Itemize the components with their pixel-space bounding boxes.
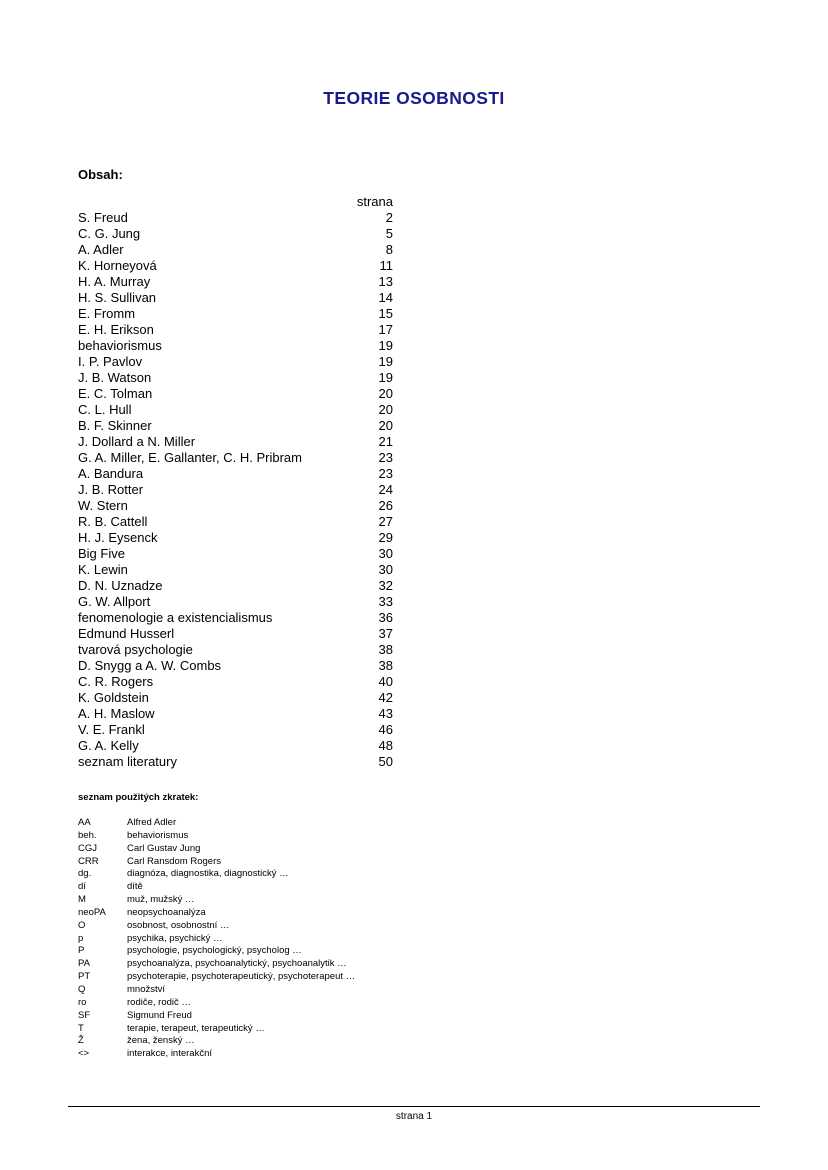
abbreviation-key: CRR [78, 855, 99, 867]
abbreviation-key: PT [78, 971, 91, 983]
abbreviation-entry [78, 958, 498, 971]
toc-entry[interactable] [78, 290, 393, 306]
toc-entry[interactable] [78, 610, 393, 626]
toc-entry[interactable] [78, 258, 393, 274]
toc-entry-label: D. N. Uznadze [78, 578, 163, 593]
toc-entry[interactable] [78, 706, 393, 722]
toc-entry[interactable] [78, 514, 393, 530]
toc-entry-page-number: 30 [378, 546, 393, 561]
abbreviation-definition: psychologie, psychologický, psycholog … [127, 945, 302, 957]
toc-entry-page-number: 38 [378, 642, 393, 657]
toc-entry-label: K. Lewin [78, 562, 128, 577]
footer-divider [68, 1106, 760, 1107]
toc-entry-page-number: 20 [378, 386, 393, 401]
toc-entry[interactable] [78, 530, 393, 546]
abbreviation-entry [78, 1048, 498, 1061]
toc-entry-label: tvarová psychologie [78, 642, 193, 657]
toc-entry-label: C. G. Jung [78, 226, 141, 241]
toc-entry-page-number: 32 [378, 578, 393, 593]
toc-entry-label: Edmund Husserl [78, 626, 175, 641]
abbreviation-entry [78, 933, 498, 946]
abbreviation-definition: psychika, psychický … [127, 932, 223, 944]
toc-entry-page-number: 20 [378, 402, 393, 417]
toc-entry[interactable] [78, 738, 393, 754]
toc-entry-page-number: 48 [378, 738, 393, 753]
abbreviation-definition: psychoanalýza, psychoanalytický, psychoanalytik … [127, 958, 347, 970]
toc-entry[interactable] [78, 274, 393, 290]
abbreviation-definition: osobnost, osobnostní … [127, 919, 230, 931]
abbreviation-entry [78, 1035, 498, 1048]
toc-entry[interactable] [78, 242, 393, 258]
toc-entry[interactable] [78, 754, 393, 770]
abbreviation-definition: množství [127, 983, 166, 995]
abbreviation-definition: Sigmund Freud [127, 1009, 192, 1021]
abbreviation-entry [78, 984, 498, 997]
toc-entry-label: J. Dollard a N. Miller [78, 434, 196, 449]
toc-entry-label: H. J. Eysenck [78, 530, 158, 545]
toc-entry-label: H. A. Murray [78, 274, 151, 289]
toc-entry-page-number: 42 [378, 690, 393, 705]
toc-entry-label: A. H. Maslow [78, 706, 155, 721]
abbreviation-definition: psychoterapie, psychoterapeutický, psychoterapeut … [127, 971, 356, 983]
toc-entry[interactable] [78, 354, 393, 370]
toc-entry[interactable] [78, 482, 393, 498]
abbreviation-key: Ž [78, 1035, 84, 1047]
toc-entry[interactable] [78, 418, 393, 434]
abbreviation-key: PA [78, 958, 90, 970]
toc-entry-label: E. C. Tolman [78, 386, 153, 401]
toc-entry-label: G. A. Kelly [78, 738, 139, 753]
toc-entry-label: A. Bandura [78, 466, 144, 481]
toc-entry-label: B. F. Skinner [78, 418, 152, 433]
abbreviation-definition: muž, mužský … [127, 894, 195, 906]
abbreviation-key: P [78, 945, 85, 957]
abbreviation-key: dg. [78, 868, 92, 880]
toc-entry-page-number: 50 [378, 754, 393, 769]
toc-entry-page-number: 11 [379, 258, 393, 273]
toc-entry-label: C. R. Rogers [78, 674, 154, 689]
toc-entry-page-number: 19 [378, 354, 393, 369]
abbreviation-key: AA [78, 817, 91, 828]
toc-entry[interactable] [78, 370, 393, 386]
abbreviation-key: ro [78, 996, 87, 1008]
toc-entry-page-number: 40 [378, 674, 393, 689]
toc-entry-label: Big Five [78, 546, 125, 561]
abbreviation-key: M [78, 894, 86, 906]
toc-entry[interactable] [78, 322, 393, 338]
abbreviation-definition: interakce, interakční [127, 1048, 213, 1060]
abbreviation-entry [78, 907, 498, 920]
abbreviation-entry [78, 1010, 498, 1023]
toc-entry-page-number: 19 [378, 370, 393, 385]
abbreviation-definition: Alfred Adler [127, 817, 177, 828]
toc-entry-label: G. A. Miller, E. Gallanter, C. H. Pribram [78, 450, 302, 465]
toc-entry-page-number: 8 [385, 242, 393, 257]
toc-entry[interactable] [78, 434, 393, 450]
toc-entry-page-number: 33 [378, 594, 393, 609]
abbreviations-section [78, 792, 498, 1061]
toc-entry[interactable] [78, 306, 393, 322]
abbreviation-entry [78, 920, 498, 933]
toc-entry[interactable] [78, 466, 393, 482]
abbreviations-heading: seznam použitých zkratek: [78, 792, 199, 803]
toc-entry-label: A. Adler [78, 242, 124, 257]
abbreviation-key: Q [78, 983, 86, 995]
abbreviation-entry [78, 868, 498, 881]
abbreviation-entry [78, 997, 498, 1010]
toc-entry[interactable] [78, 674, 393, 690]
toc-entry[interactable] [78, 578, 393, 594]
toc-entry-page-number: 21 [378, 434, 393, 449]
abbreviation-key: SF [78, 1009, 91, 1021]
toc-entry-label: D. Snygg a A. W. Combs [78, 658, 222, 673]
toc-entry[interactable] [78, 450, 393, 466]
abbreviation-definition: dítě [127, 881, 143, 893]
abbreviation-entry [78, 894, 498, 907]
toc-entry-label: K. Goldstein [78, 690, 149, 705]
toc-entry-label: J. B. Rotter [78, 482, 144, 497]
toc-entry-label: H. S. Sullivan [78, 290, 157, 305]
toc-entry-page-number: 14 [378, 290, 393, 305]
abbreviation-key: dí [78, 881, 86, 893]
toc-entry-page-number: 30 [378, 562, 393, 577]
toc-entry-page-number: 17 [378, 322, 393, 337]
toc-entry-label: behaviorismus [78, 338, 162, 353]
page-title: TEORIE OSOBNOSTI [323, 88, 505, 108]
table-of-contents [78, 168, 393, 770]
toc-entry-page-number: 2 [385, 210, 393, 225]
abbreviation-definition: diagnóza, diagnostika, diagnostický … [127, 868, 289, 880]
abbreviation-entry [78, 971, 498, 984]
toc-entry-page-number: 19 [378, 338, 393, 353]
toc-entry-page-number: 29 [378, 530, 393, 545]
toc-entry-label: R. B. Cattell [78, 514, 148, 529]
toc-entry-page-number: 27 [378, 514, 393, 529]
toc-entry[interactable] [78, 386, 393, 402]
toc-entry[interactable] [78, 642, 393, 658]
toc-entry[interactable] [78, 690, 393, 706]
toc-entry[interactable] [78, 210, 393, 226]
toc-entry-page-number: 36 [378, 610, 393, 625]
toc-entry[interactable] [78, 546, 393, 562]
toc-entry-page-number: 13 [378, 274, 393, 289]
abbreviation-entry [78, 945, 498, 958]
abbreviation-key: O [78, 919, 86, 931]
toc-entry-label: seznam literatury [78, 754, 177, 769]
toc-entry-label: E. H. Erikson [78, 322, 154, 337]
abbreviations-list [78, 817, 498, 1061]
abbreviation-key: <> [78, 1048, 90, 1060]
toc-entry-page-number: 20 [378, 418, 393, 433]
abbreviation-entry [78, 1023, 498, 1036]
toc-entry-label: G. W. Allport [78, 594, 151, 609]
abbreviation-definition: neopsychoanalýza [127, 906, 206, 918]
abbreviation-entry [78, 817, 498, 830]
toc-list [78, 210, 393, 770]
toc-entry-page-number: 23 [378, 466, 393, 481]
toc-entry[interactable] [78, 402, 393, 418]
toc-entry[interactable] [78, 562, 393, 578]
toc-entry-page-number: 37 [378, 626, 393, 641]
abbreviation-definition: Carl Gustav Jung [127, 842, 201, 854]
abbreviation-key: p [78, 932, 84, 944]
page-footer: strana 1 [395, 1111, 433, 1122]
abbreviation-entry [78, 830, 498, 843]
toc-entry-label: C. L. Hull [78, 402, 132, 417]
abbreviation-entry [78, 856, 498, 869]
toc-entry-label: K. Horneyová [78, 258, 157, 273]
toc-entry-page-number: 5 [385, 226, 393, 241]
toc-entry-label: S. Freud [78, 210, 128, 225]
toc-page-column-header: strana [356, 194, 393, 209]
toc-entry[interactable] [78, 594, 393, 610]
toc-entry[interactable] [78, 498, 393, 514]
toc-entry-page-number: 43 [378, 706, 393, 721]
toc-entry-page-number: 26 [378, 498, 393, 513]
toc-entry-label: W. Stern [78, 498, 128, 513]
toc-entry-label: I. P. Pavlov [78, 354, 143, 369]
abbreviation-entry [78, 843, 498, 856]
toc-entry-label: fenomenologie a existencialismus [78, 610, 273, 625]
toc-entry[interactable] [78, 338, 393, 354]
abbreviation-definition: žena, ženský … [127, 1035, 195, 1047]
toc-entry-page-number: 38 [378, 658, 393, 673]
abbreviation-key: beh. [78, 829, 97, 841]
abbreviation-entry [78, 881, 498, 894]
toc-entry[interactable] [78, 626, 393, 642]
abbreviation-definition: terapie, terapeut, terapeutický … [127, 1022, 265, 1034]
toc-heading: Obsah: [78, 167, 123, 182]
toc-entry-page-number: 24 [378, 482, 393, 497]
abbreviation-key: CGJ [78, 842, 97, 854]
toc-entry-page-number: 46 [378, 722, 393, 737]
toc-entry-label: E. Fromm [78, 306, 136, 321]
toc-entry[interactable] [78, 658, 393, 674]
abbreviation-key: T [78, 1022, 84, 1034]
toc-entry[interactable] [78, 226, 393, 242]
abbreviation-definition: behaviorismus [127, 829, 189, 841]
toc-entry-page-number: 15 [378, 306, 393, 321]
toc-entry-label: J. B. Watson [78, 370, 152, 385]
toc-entry-page-number: 23 [378, 450, 393, 465]
abbreviation-key: neoPA [78, 906, 106, 918]
toc-entry[interactable] [78, 722, 393, 738]
toc-entry-label: V. E. Frankl [78, 722, 145, 737]
abbreviation-definition: Carl Ransdom Rogers [127, 855, 221, 867]
abbreviation-definition: rodiče, rodič … [127, 996, 191, 1008]
